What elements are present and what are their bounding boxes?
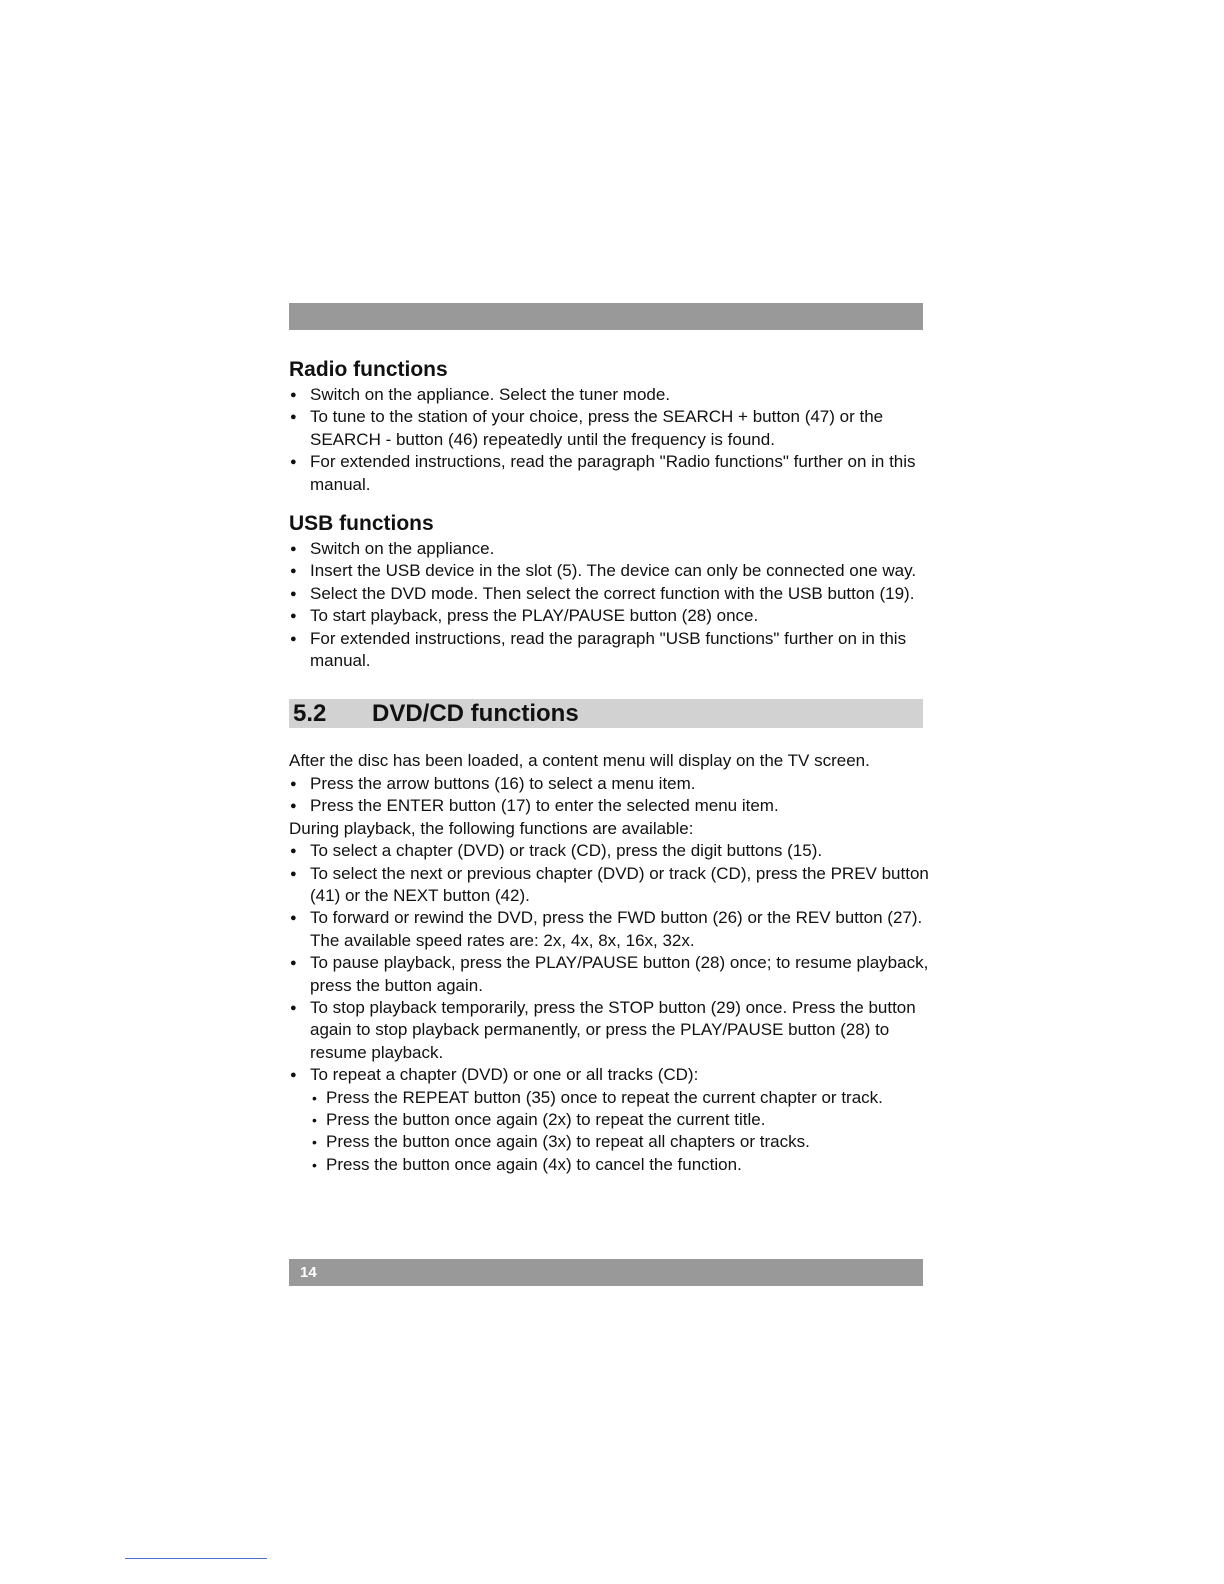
list-item: ● To tune to the station of your choice, press the SEARCH + button (47) or the SEARCH - button (46) repeatedly until the frequency is found. bbox=[289, 406, 929, 451]
list-item: ● Switch on the appliance. Select the tuner mode. bbox=[289, 384, 929, 406]
repeat-intro: To repeat a chapter (DVD) or one or all tracks (CD): bbox=[310, 1065, 699, 1085]
sub-list-item: • Press the button once again (3x) to repeat all chapters or tracks. bbox=[310, 1131, 929, 1153]
section-heading bbox=[289, 699, 923, 728]
during-playback-text: During playback, the following functions are available: bbox=[289, 818, 694, 838]
usb-list bbox=[289, 538, 929, 672]
page-content bbox=[289, 356, 929, 1176]
usb-heading: USB functions bbox=[289, 512, 434, 536]
sub-list-item: • Press the REPEAT button (35) once to repeat the current chapter or track. bbox=[310, 1087, 929, 1109]
list-item: ● Press the ENTER button (17) to enter the selected menu item. bbox=[289, 795, 929, 817]
repeat-sublist bbox=[310, 1087, 929, 1177]
list-item: ● To select a chapter (DVD) or track (CD), press the digit buttons (15). bbox=[289, 840, 929, 862]
list-item: ● To stop playback temporarily, press the STOP button (29) once. Press the button again to stop playback permanently, or press the PLAY/PAUSE button (28) to resume playback. bbox=[289, 997, 929, 1064]
footer-bar bbox=[289, 1259, 923, 1286]
radio-list bbox=[289, 384, 929, 496]
list-item: ● To pause playback, press the PLAY/PAUSE button (28) once; to resume playback, press the button again. bbox=[289, 952, 929, 997]
header-bar bbox=[289, 303, 923, 330]
sub-list-item: • Press the button once again (4x) to cancel the function. bbox=[310, 1154, 929, 1176]
section-title: DVD/CD functions bbox=[372, 699, 579, 727]
list-item bbox=[289, 1064, 929, 1176]
page-number: 14 bbox=[300, 1264, 317, 1281]
dvd-intro: After the disc has been loaded, a content menu will display on the TV screen. bbox=[289, 751, 870, 771]
sub-list-item: • Press the button once again (2x) to repeat the current title. bbox=[310, 1109, 929, 1131]
list-item: ● Select the DVD mode. Then select the correct function with the USB button (19). bbox=[289, 583, 929, 605]
radio-heading: Radio functions bbox=[289, 358, 448, 381]
list-item: ● For extended instructions, read the paragraph "USB functions" further on in this manual. bbox=[289, 628, 929, 673]
list-item: ● For extended instructions, read the paragraph "Radio functions" further on in this manual. bbox=[289, 451, 929, 496]
list-item: ● Press the arrow buttons (16) to select a menu item. bbox=[289, 773, 929, 795]
list-item: ● Switch on the appliance. bbox=[289, 538, 929, 560]
list-item: ● Insert the USB device in the slot (5). The device can only be connected one way. bbox=[289, 560, 929, 582]
playback-list bbox=[289, 840, 929, 1176]
corner-divider bbox=[125, 1558, 267, 1559]
list-item: ● To start playback, press the PLAY/PAUSE button (28) once. bbox=[289, 605, 929, 627]
list-item: ● To select the next or previous chapter (DVD) or track (CD), press the PREV button (41) or the NEXT button (42). bbox=[289, 863, 929, 908]
section-number: 5.2 bbox=[293, 699, 327, 727]
menu-list bbox=[289, 773, 929, 818]
list-item: ● To forward or rewind the DVD, press the FWD button (26) or the REV button (27). The available speed rates are: 2x, 4x, 8x, 16x, 32x. bbox=[289, 907, 929, 952]
